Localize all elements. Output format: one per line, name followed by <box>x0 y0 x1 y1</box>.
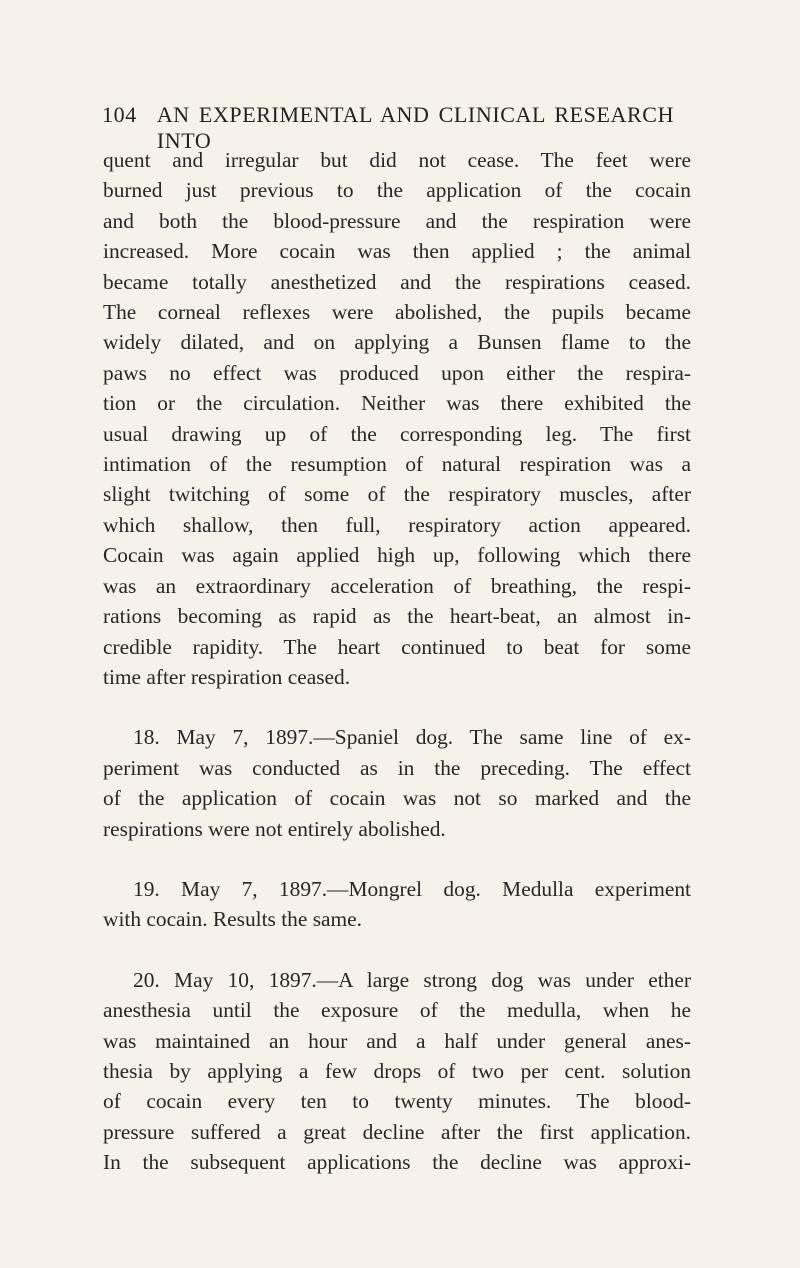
text-line: 19. May 7, 1897.—Mongrel dog. Medulla experiment <box>133 876 691 901</box>
text-line: and both the blood-pressure and the respiration were <box>103 208 691 233</box>
paragraph <box>103 145 691 692</box>
text-line: intimation of the resumption of natural respiration was a <box>103 452 691 477</box>
text-line: tion or the circulation. Neither was there exhibited the <box>103 391 691 416</box>
text-line: quent and irregular but did not cease. The feet were <box>103 148 691 172</box>
text-line: slight twitching of some of the respiratory muscles, after <box>103 482 691 507</box>
text-line: rations becoming as rapid as the heart-beat, an almost in- <box>103 604 691 629</box>
text-line: usual drawing up of the corresponding leg. The first <box>103 421 691 446</box>
text-line: widely dilated, and on applying a Bunsen flame to the <box>103 330 691 355</box>
text-line: 20. May 10, 1897.—A large strong dog was under ether <box>133 967 691 992</box>
paragraph-experiment-19 <box>103 874 691 935</box>
text-line: In the subsequent applications the decline was approxi- <box>103 1150 691 1175</box>
text-line: became totally anesthetized and the respirations ceased. <box>103 269 691 294</box>
text-line: periment was conducted as in the preceding. The effect <box>103 755 691 780</box>
text-line: with cocain. Results the same. <box>103 907 363 932</box>
text-line: 18. May 7, 1897.—Spaniel dog. The same line of ex- <box>133 725 691 750</box>
text-line: burned just previous to the application of the cocain <box>103 178 691 203</box>
text-line: which shallow, then full, respiratory action appeared. <box>103 512 691 537</box>
page-number: 104 <box>102 102 137 127</box>
text-line: of cocain every ten to twenty minutes. The blood- <box>103 1089 691 1114</box>
text-line: credible rapidity. The heart continued to beat for some <box>103 634 691 659</box>
text-line: of the application of cocain was not so marked and the <box>103 786 691 811</box>
text-line: Cocain was again applied high up, following which there <box>103 543 691 568</box>
paragraph-experiment-18 <box>103 722 691 844</box>
text-line: increased. More cocain was then applied ; the animal <box>103 239 691 264</box>
text-line: was maintained an hour and a half under general anes- <box>103 1028 691 1053</box>
text-line: time after respiration ceased. <box>103 664 351 689</box>
text-line: The corneal reflexes were abolished, the pupils became <box>103 300 691 325</box>
text-line: paws no effect was produced upon either the respira- <box>103 360 691 385</box>
text-line: anesthesia until the exposure of the medulla, when he <box>103 998 691 1023</box>
text-line: was an extraordinary acceleration of breathing, the respi- <box>103 573 691 598</box>
running-title: AN EXPERIMENTAL AND CLINICAL RESEARCH INTO <box>156 102 675 153</box>
body-text <box>103 145 691 1178</box>
text-line: thesia by applying a few drops of two per cent. solution <box>103 1058 691 1083</box>
paragraph-experiment-20 <box>103 965 691 1178</box>
text-line: pressure suffered a great decline after the first application. <box>103 1119 691 1144</box>
text-line: respirations were not entirely abolished. <box>103 816 446 841</box>
